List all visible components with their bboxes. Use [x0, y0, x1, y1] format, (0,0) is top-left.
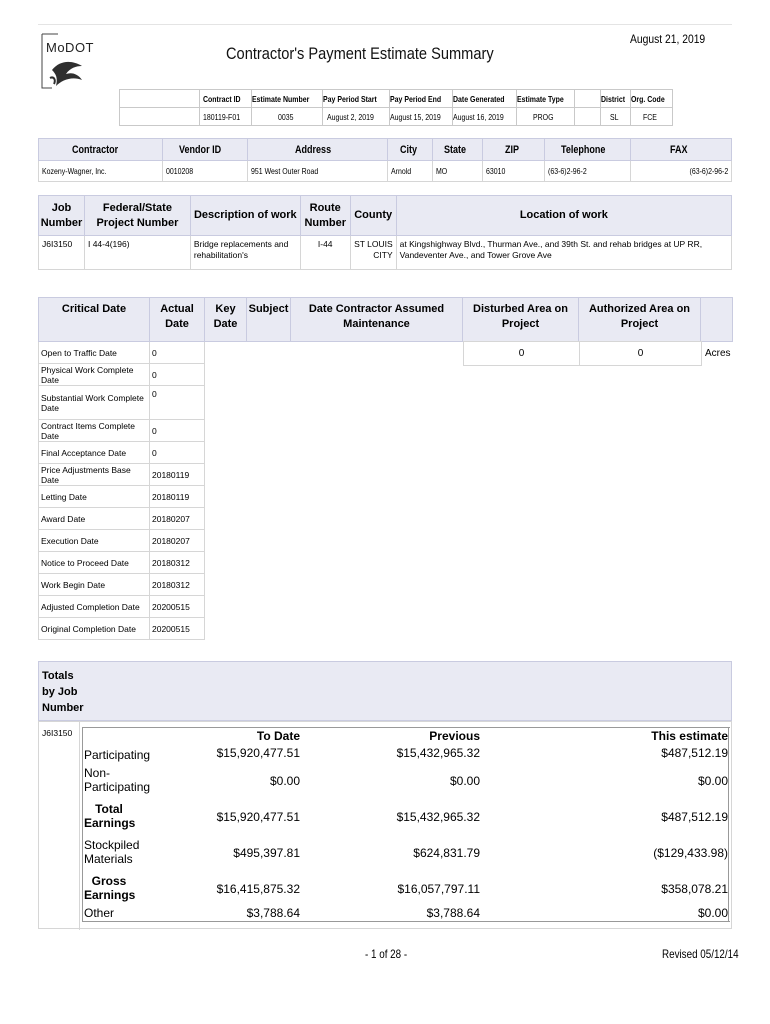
totals-this-estimate: $487,512.19 [661, 810, 728, 824]
totals-row-label: Gross Earnings [84, 874, 136, 902]
critical-date-header: Critical Date [39, 298, 150, 342]
route-number: I-44 [300, 236, 350, 270]
page-number: - 1 of 28 - [365, 947, 408, 961]
route-header: Route Number [300, 196, 350, 236]
authorized-area-header: Authorized Area on Project [579, 298, 701, 342]
critical-date-name: Price Adjustments Base Date [39, 464, 150, 486]
project-number-header: Federal/State Project Number [84, 196, 190, 236]
critical-date-value: 20200515 [150, 618, 205, 640]
estimate-header: Pay Period End [389, 90, 452, 108]
critical-date-value: 20180207 [150, 530, 205, 552]
totals-to-date: $0.00 [269, 774, 300, 788]
critical-date-value: 0 [150, 342, 205, 364]
totals-previous: $16,057,797.11 [397, 882, 480, 896]
area-values-table [463, 341, 731, 366]
critical-date-name: Execution Date [39, 530, 150, 552]
estimate-header: District [600, 90, 630, 108]
estimate-header: Org. Code [631, 90, 673, 108]
state-header: State [433, 139, 483, 161]
revision-date: Revised 05/12/14 [662, 947, 739, 961]
critical-date-value: 20180119 [150, 486, 205, 508]
totals-previous: $0.00 [449, 774, 480, 788]
date-generated: August 16, 2019 [452, 108, 516, 126]
totals-header [38, 661, 732, 721]
critical-date-value: 20180119 [150, 464, 205, 486]
totals-row-label: Total Earnings [84, 802, 136, 830]
zip: 63010 [483, 161, 545, 182]
estimate-spacer [574, 90, 600, 108]
telephone: (63-6)2-96-2 [545, 161, 631, 182]
critical-date-value: 20200515 [150, 596, 205, 618]
estimate-table [119, 89, 673, 126]
modot-logo [38, 30, 108, 92]
estimate-blank-cell [120, 90, 200, 108]
address: 951 West Outer Road [247, 161, 387, 182]
totals-this-estimate: $0.00 [697, 906, 728, 920]
fax-header: FAX [631, 139, 732, 161]
estimate-header: Date Generated [452, 90, 516, 108]
totals-previous: $3,788.64 [426, 906, 480, 920]
contractor-name: Kozeny-Wagner, Inc. [39, 161, 163, 182]
critical-date-name: Award Date [39, 508, 150, 530]
contract-id: 180119-F01 [200, 108, 252, 126]
city: Arnold [387, 161, 433, 182]
estimate-header: Pay Period Start [322, 90, 389, 108]
county-header: County [350, 196, 396, 236]
estimate-header: Contract ID [200, 90, 252, 108]
totals-this-estimate: $0.00 [697, 774, 728, 788]
totals-to-date: $16,415,875.32 [216, 882, 300, 896]
critical-date-name: Work Begin Date [39, 574, 150, 596]
critical-date-name: Notice to Proceed Date [39, 552, 150, 574]
actual-date-header: Actual Date [150, 298, 205, 342]
work-location: at Kingshighway Blvd., Thurman Ave., and 39th St. and rehab bridges at UP RR, Vandeventer Ave., and Tower Grove Ave [396, 236, 731, 270]
critical-date-name: Adjusted Completion Date [39, 596, 150, 618]
totals-this-estimate: ($129,433.98) [653, 846, 728, 860]
vendor-id-header: Vendor ID [162, 139, 247, 161]
logo-text: MoDOT [46, 40, 94, 55]
maintenance-header: Date Contractor Assumed Maintenance [291, 298, 463, 342]
critical-date-name: Original Completion Date [39, 618, 150, 640]
authorized-area-value: 0 [580, 342, 702, 366]
critical-date-name: Substantial Work Complete Date [39, 386, 150, 420]
state: MO [433, 161, 483, 182]
totals-previous: $15,432,965.32 [396, 746, 480, 760]
vendor-id: 0010208 [162, 161, 247, 182]
critical-date-value: 0 [150, 420, 205, 442]
contractor-header: Contractor [39, 139, 163, 161]
contractor-table [38, 138, 732, 182]
previous-header: Previous [429, 729, 480, 743]
top-rule [38, 24, 732, 25]
project-number: I 44-4(196) [84, 236, 190, 270]
totals-row-label: Participating [84, 748, 151, 762]
critical-date-value: 0 [150, 442, 205, 464]
telephone-header: Telephone [545, 139, 631, 161]
critical-date-name: Open to Traffic Date [39, 342, 150, 364]
estimate-spacer [574, 108, 600, 126]
totals-column-headers [84, 729, 728, 743]
critical-date-value: 20180207 [150, 508, 205, 530]
pay-period-start: August 2, 2019 [322, 108, 389, 126]
estimate-number: 0035 [252, 108, 323, 126]
critical-date-name: Contract Items Complete Date [39, 420, 150, 442]
totals-row [84, 836, 728, 868]
disturbed-area-value: 0 [464, 342, 580, 366]
critical-date-value: 20180312 [150, 574, 205, 596]
totals-row [84, 764, 728, 796]
key-date-header: Key Date [205, 298, 247, 342]
totals-to-date: $15,920,477.51 [216, 746, 300, 760]
totals-this-estimate: $358,078.21 [661, 882, 728, 896]
totals-to-date: $495,397.81 [233, 846, 300, 860]
description-header: Description of work [190, 196, 300, 236]
work-description: Bridge replacements and rehabilitation's [190, 236, 300, 270]
critical-date-name: Letting Date [39, 486, 150, 508]
disturbed-area-header: Disturbed Area on Project [463, 298, 579, 342]
address-header: Address [247, 139, 387, 161]
totals-job-number: J6I3150 [42, 728, 73, 738]
county: ST LOUIS CITY [350, 236, 396, 270]
totals-row [84, 744, 728, 760]
to-date-header: To Date [256, 729, 300, 743]
critical-date-name: Final Acceptance Date [39, 442, 150, 464]
unit-header [701, 298, 733, 342]
org-code: FCE [631, 108, 673, 126]
city-header: City [387, 139, 433, 161]
job-table [38, 195, 732, 270]
fax: (63-6)2-96-2 [631, 161, 732, 182]
totals-row [84, 872, 728, 904]
job-number-header: Job Number [39, 196, 85, 236]
totals-divider [79, 722, 80, 930]
estimate-blank-cell [120, 108, 200, 126]
critical-date-value: 0 [150, 386, 205, 420]
zip-header: ZIP [483, 139, 545, 161]
totals-to-date: $15,920,477.51 [216, 810, 300, 824]
location-header: Location of work [396, 196, 731, 236]
totals-this-estimate: $487,512.19 [661, 746, 728, 760]
totals-to-date: $3,788.64 [246, 906, 300, 920]
this-estimate-header: This estimate [651, 729, 728, 743]
area-unit: Acres [704, 348, 731, 359]
pay-period-end: August 15, 2019 [389, 108, 452, 126]
totals-inner-right-rule [728, 727, 729, 922]
totals-row-label: Other [84, 906, 115, 920]
critical-date-value: 20180312 [150, 552, 205, 574]
estimate-type: PROG [516, 108, 574, 126]
document-date: August 21, 2019 [630, 32, 706, 46]
totals-heading: Totals by Job Number [42, 670, 84, 714]
critical-date-name: Physical Work Complete Date [39, 364, 150, 386]
totals-row [84, 800, 728, 832]
totals-row-label: Stockpiled Materials [84, 838, 140, 866]
estimate-header: Estimate Number [252, 90, 323, 108]
totals-row [84, 906, 728, 920]
totals-row-label: Non-Participating [84, 766, 151, 794]
totals-previous: $624,831.79 [413, 846, 480, 860]
subject-header: Subject [247, 298, 291, 342]
estimate-header: Estimate Type [516, 90, 574, 108]
job-number: J6I3150 [39, 236, 85, 270]
totals-previous: $15,432,965.32 [396, 810, 480, 824]
document-title: Contractor's Payment Estimate Summary [226, 44, 494, 63]
district: SL [600, 108, 630, 126]
critical-date-value: 0 [150, 364, 205, 386]
